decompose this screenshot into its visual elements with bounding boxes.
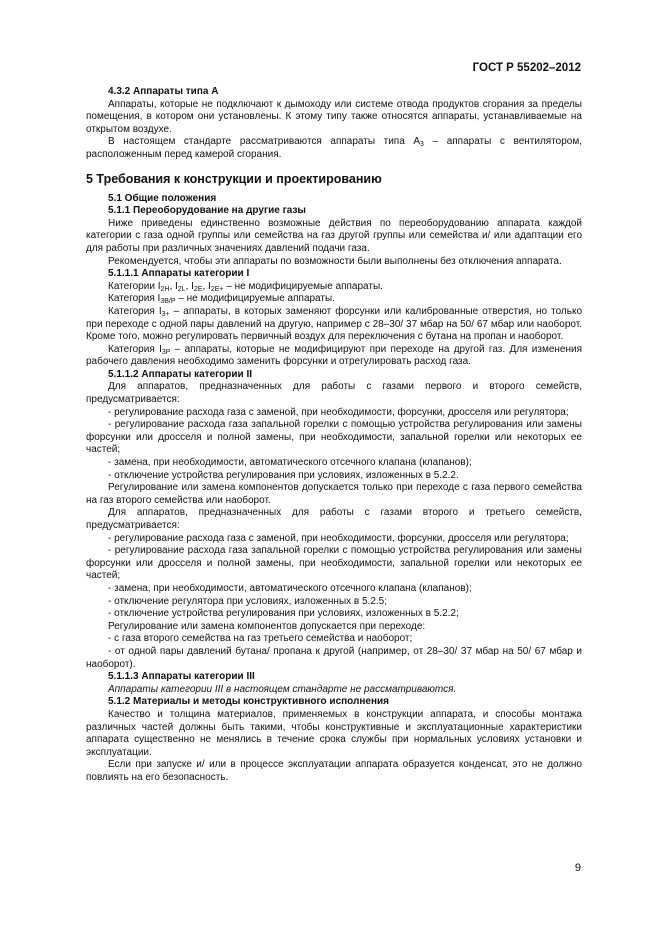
heading-5-1-1-3: 5.1.1.3 Аппараты категории III [108, 671, 255, 683]
list-item: - регулирование расхода газа запальной горелки с помощью устройства регулирования или замены форсунки или дросселя и полной замены, при необходимости, запальной горелки или некоторых ее частей; [86, 545, 582, 582]
list-item: - регулирование расхода газа с заменой, при необходимости, форсунки, дросселя или регулятора; [108, 406, 569, 418]
category-line: Категории $I_{2H}$, $I_{2L}$, $I_{2E}$, $I_{2E+}$ – не модифицируемые аппараты. [108, 280, 383, 293]
list-item: - с газа второго семейства на газ третьего семейства и наоборот; [108, 633, 413, 645]
paragraph: Регулирование или замена компонентов допускается при переходе: [108, 620, 426, 632]
category-line: Категория $I_{3P}$ – аппараты, которые не модифицируют при переходе на другой газ. Для изменения рабочего давления необходимо заменить форсунки и отрегулировать расход газа. [86, 343, 583, 368]
list-item: - от одной пары давлений бутана/ пропана к другой (например, от 28–30/ 37 мбар на 50/ 67 мбар и наоборот). [86, 645, 582, 670]
list-item: - замена, при необходимости, автоматического отсечного клапана (клапанов); [108, 582, 472, 594]
heading-5-1-1-1: 5.1.1.1 Аппараты категории I [108, 268, 250, 280]
section-5-title: 5 Требования к конструкции и проектированию [86, 171, 382, 186]
page-body [86, 86, 582, 784]
paragraph: Регулирование или замена компонентов допускается только при переходе с газа первого семейства на газ второго семейства или наоборот. [86, 482, 582, 506]
list-item: - регулирование расхода газа с заменой, при необходимости, форсунки, дросселя или регулятора; [108, 532, 569, 544]
list-item: - отключение устройства регулирования при условиях, изложенных в 5.2.2; [108, 608, 459, 620]
heading-5-1: 5.1 Общие положения [108, 192, 217, 204]
paragraph: Аппараты категории III в настоящем стандарте не рассматриваются. [108, 683, 457, 695]
heading-5-1-1: 5.1.1 Переоборудование на другие газы [108, 205, 306, 217]
paragraph: Для аппаратов, предназначенных для работы с газами второго и третьего семейств, предусматривается: [86, 507, 582, 531]
heading-4-3-2: 4.3.2 Аппараты типа А [108, 86, 219, 97]
paragraph: Аппараты, которые не подключают к дымоходу или системе отвода продуктов сгорания за пределы помещения, в котором они установлены. К этому типу также относятся аппараты, устанавливаемые на открытом воздухе. [86, 98, 582, 135]
page-number: 9 [574, 862, 581, 874]
paragraph: В настоящем стандарте рассматриваются аппараты типа $А_3$ – аппараты с вентилятором, расположенным перед камерой сгорания. [86, 136, 583, 160]
document-id-header: ГОСТ Р 55202–2012 [472, 62, 581, 74]
category-line: Категория $I_{3+}$ – аппараты, в которых заменяют форсунки или калиброванные отверстия, но только при переходе с одной пары давлений на другую, например с 28–30/ 37 мбар на 50/ 67 мбар или наоборот. Кроме того, можно регулировать первичный воздух для переключения с бутана на пропан и наоборот. [86, 305, 583, 343]
list-item: - замена, при необходимости, автоматического отсечного клапана (клапанов); [108, 457, 472, 469]
list-item: - отключение устройства регулирования при условиях, изложенных в 5.2.2. [108, 469, 459, 481]
heading-5-1-2: 5.1.2 Материалы и методы конструктивного исполнения [108, 696, 390, 708]
paragraph: Для аппаратов, предназначенных для работы с газами первого и второго семейств, предусматривается: [86, 381, 582, 406]
paragraph: Если при запуске и/ или в процессе эксплуатации аппарата образуется конденсат, это не должно повлиять на его безопасность. [86, 759, 582, 783]
paragraph: Ниже приведены единственно возможные действия по переоборудованию аппарата каждой категории с газа одной группы или семейства на газ другой группы или семейства и/ или адаптации его для работы при различных значениях давлений подачи газа. [86, 217, 582, 254]
heading-5-1-1-2: 5.1.1.2 Аппараты категории II [108, 368, 253, 380]
paragraph: Качество и толщина материалов, применяемых в конструкции аппарата, и способы монтажа различных частей должны быть такими, чтобы конструктивные и эксплуатационные характеристики аппарата существенно не менялись в течение срока службы при нормальных условиях установки и эксплуатации. [86, 708, 582, 758]
paragraph: Рекомендуется, чтобы эти аппараты по возможности были выполнены без отключения аппарата. [108, 255, 562, 267]
list-item: - отключение регулятора при условиях, изложенных в 5.2.5; [108, 595, 388, 607]
list-item: - регулирование расхода газа запальной горелки с помощью устройства регулирования или замены форсунки или дросселя и полной замены, при необходимости, запальной горелки или некоторых ее частей; [86, 419, 582, 456]
category-line: Категория $I_{3B/P}$ – не модифицируемые аппараты. [108, 293, 335, 306]
